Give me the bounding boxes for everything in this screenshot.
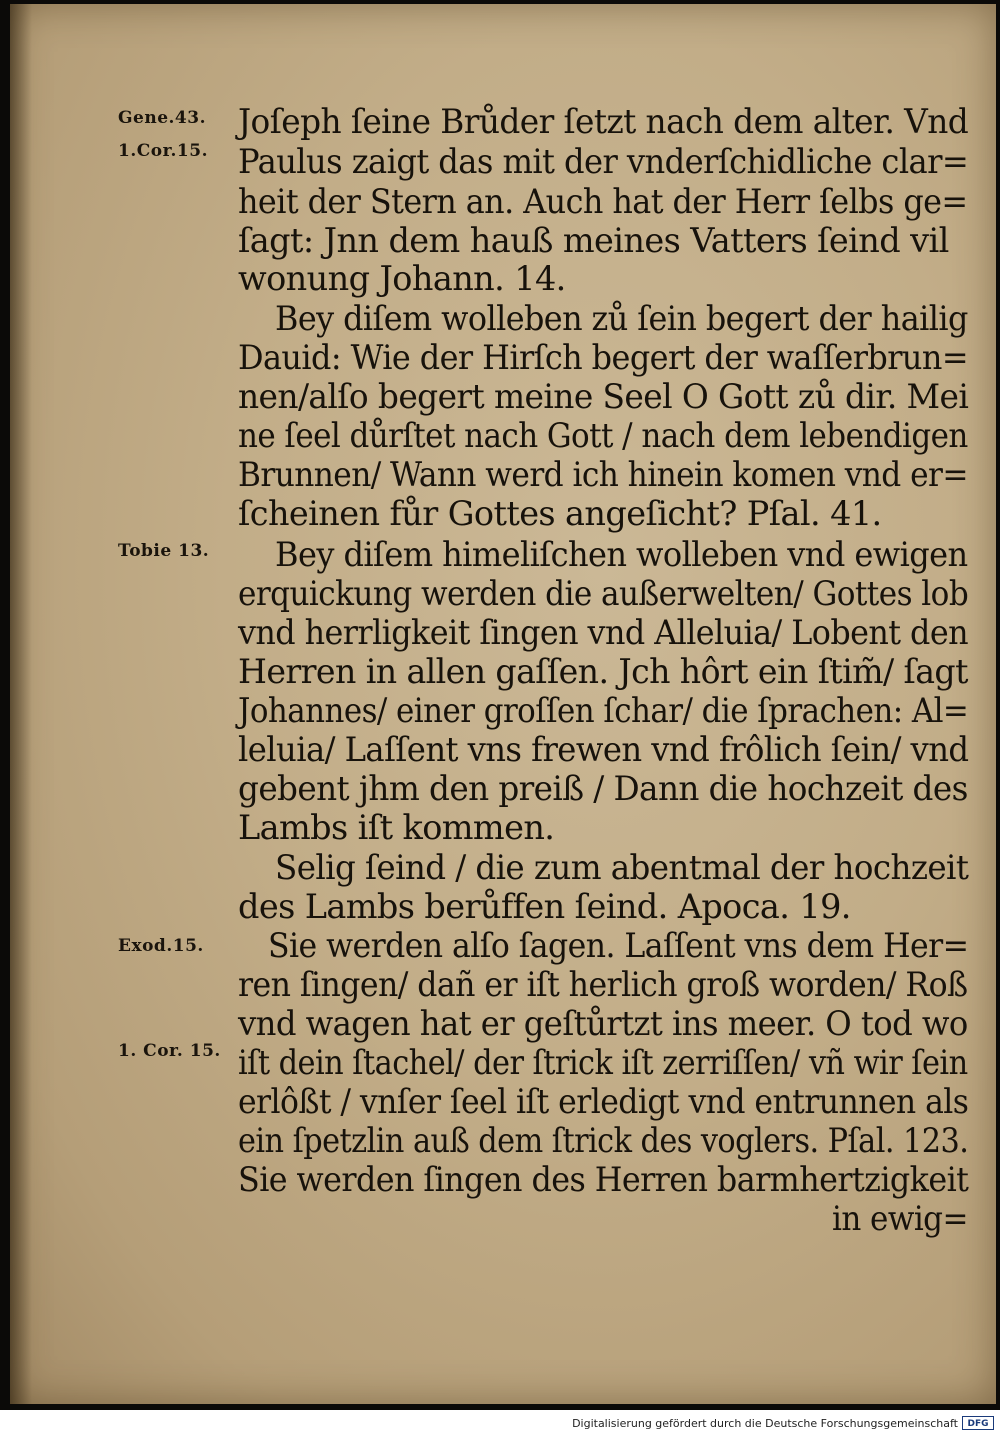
text-line: Sie werden ſingen des Herren barmhertzigkeit — [238, 1160, 969, 1199]
text-line: Bey diſem wolleben zů ſein begert der hailig — [275, 299, 968, 338]
text-line: Lambs iſt kommen. — [238, 808, 555, 847]
text-line: erlôßt / vnſer ſeel iſt erledigt vnd entrunnen als — [238, 1082, 969, 1121]
text-line: in ewig= — [832, 1199, 968, 1238]
text-line: Joſeph ſeine Brůder ſetzt nach dem alter. Vnd — [238, 102, 969, 141]
footer-bar — [0, 1410, 1000, 1436]
text-line: heit der Stern an. Auch hat der Herr ſelbs ge= — [238, 182, 968, 221]
funding-credit: Digitalisierung gefördert durch die Deutsche Forschungsgemeinschaft — [572, 1417, 958, 1430]
text-line: ren ſingen/ dañ er iſt herlich groß worden/ Roß — [238, 965, 968, 1004]
text-line: vnd herrligkeit ſingen vnd Alleluia/ Lobent den — [238, 613, 969, 652]
text-line: leluia/ Laſſent vns frewen vnd frôlich ſein/ vnd — [238, 730, 969, 769]
text-line: ne ſeel důrſtet nach Gott / nach dem lebendigen — [238, 416, 968, 455]
text-line: Brunnen/ Wann werd ich hinein komen vnd er= — [238, 455, 968, 494]
text-line: erquickung werden die außerwelten/ Gottes lob — [238, 574, 969, 613]
text-line: Johannes/ einer groſſen ſchar/ die ſprachen: Al= — [238, 691, 969, 730]
text-line: iſt dein ſtachel/ der ſtrick iſt zerriſſen/ vñ wir ſein — [238, 1043, 968, 1082]
text-line: Sie werden alſo ſagen. Laſſent vns dem Her= — [268, 926, 969, 965]
text-line: Dauid: Wie der Hirſch begert der waſſerbrun= — [238, 338, 968, 377]
text-line: Herren in allen gaſſen. Jch hôrt ein ſtim̃/ ſagt — [238, 652, 968, 691]
dfg-logo-icon: DFG — [962, 1416, 994, 1430]
margin-note-cor: 1.Cor.15. — [118, 141, 209, 161]
margin-note-gene: Gene.43. — [118, 108, 207, 128]
text-line: Bey diſem himeliſchen wolleben vnd ewigen — [275, 535, 968, 574]
text-line: gebent jhm den preiß / Dann die hochzeit des — [238, 769, 968, 808]
text-line: des Lambs berůffen ſeind. Apoca. 19. — [238, 887, 851, 926]
margin-note-tobie: Tobie 13. — [118, 541, 210, 561]
text-line: ſagt: Jnn dem hauß meines Vatters ſeind vil — [238, 221, 949, 260]
text-line: Selig ſeind / die zum abentmal der hochzeit — [275, 848, 969, 887]
text-line: vnd wagen hat er geſtůrtzt ins meer. O tod wo — [238, 1004, 968, 1043]
margin-note-cor-2: 1. Cor. 15. — [118, 1041, 221, 1061]
text-line: Paulus zaigt das mit der vnderſchidliche clar= — [238, 142, 969, 181]
text-line: nen/alſo begert meine Seel O Gott zů dir. Mei — [238, 377, 969, 416]
text-line: ſcheinen fůr Gottes angeſicht? Pſal. 41. — [238, 494, 882, 533]
book-page — [10, 4, 996, 1404]
margin-note-exod: Exod.15. — [118, 936, 204, 956]
text-line: ein ſpetzlin auß dem ſtrick des voglers. Pſal. 123. — [238, 1121, 969, 1160]
text-line: wonung Johann. 14. — [238, 259, 566, 298]
